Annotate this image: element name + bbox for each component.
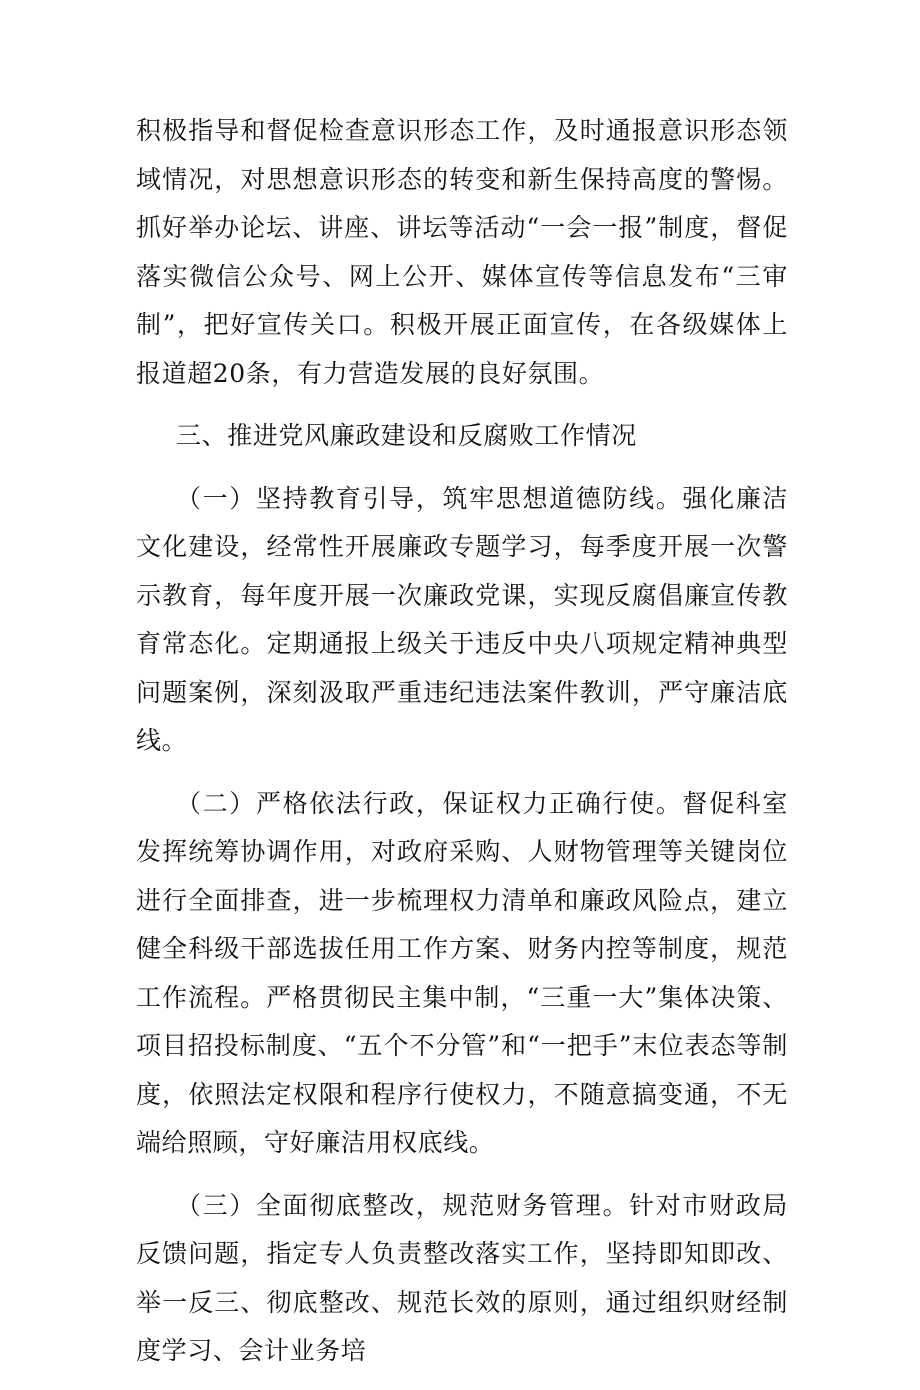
section-heading: 三、推进党风廉政建设和反腐败工作情况 — [176, 421, 637, 450]
paragraph-education: （一）坚持教育引导，筑牢思想道德防线。强化廉洁文化建设，经常性开展廉政专题学习，每季度开展一次警示教育，每年度开展一次廉政党课，实现反腐倡廉宣传教育常态化。定期通报上级关于违反中央八项规定精神典型问题案例，深刻汲取严重违纪违法案件教训，严守廉洁底线。 — [136, 483, 788, 755]
paragraph-rectification: （三）全面彻底整改，规范财务管理。针对市财政局反馈问题，指定专人负责整改落实工作，坚持即知即改、举一反三、彻底整改、规范长效的原则，通过组织财经制度学习、会计业务培 — [136, 1190, 788, 1365]
document-body — [136, 107, 788, 1390]
paragraph-administration: （二）严格依法行政，保证权力正确行使。督促科室发挥统筹协调作用，对政府采购、人财物管理等关键岗位进行全面排查，进一步梳理权力清单和廉政风险点，建立健全科级干部选拔任用工作方案、财务内控等制度，规范工作流程。严格贯彻民主集中制，“三重一大”集体决策、项目招投标制度、“五个不分管”和“一把手”末位表态等制度，依照法定权限和程序行使权力，不随意搞变通，不无端给照顾，守好廉洁用权底线。 — [136, 788, 788, 1157]
paragraph-continuation: 积极指导和督促检查意识形态工作，及时通报意识形态领域情况，对思想意识形态的转变和新生保持高度的警惕。抓好举办论坛、讲座、讲坛等活动“一会一报”制度，督促落实微信公众号、网上公开、媒体宣传等信息发布“三审制”，把好宣传关口。积极开展正面宣传，在各级媒体上报道超20条，有力营造发展的良好氛围。 — [136, 116, 788, 388]
